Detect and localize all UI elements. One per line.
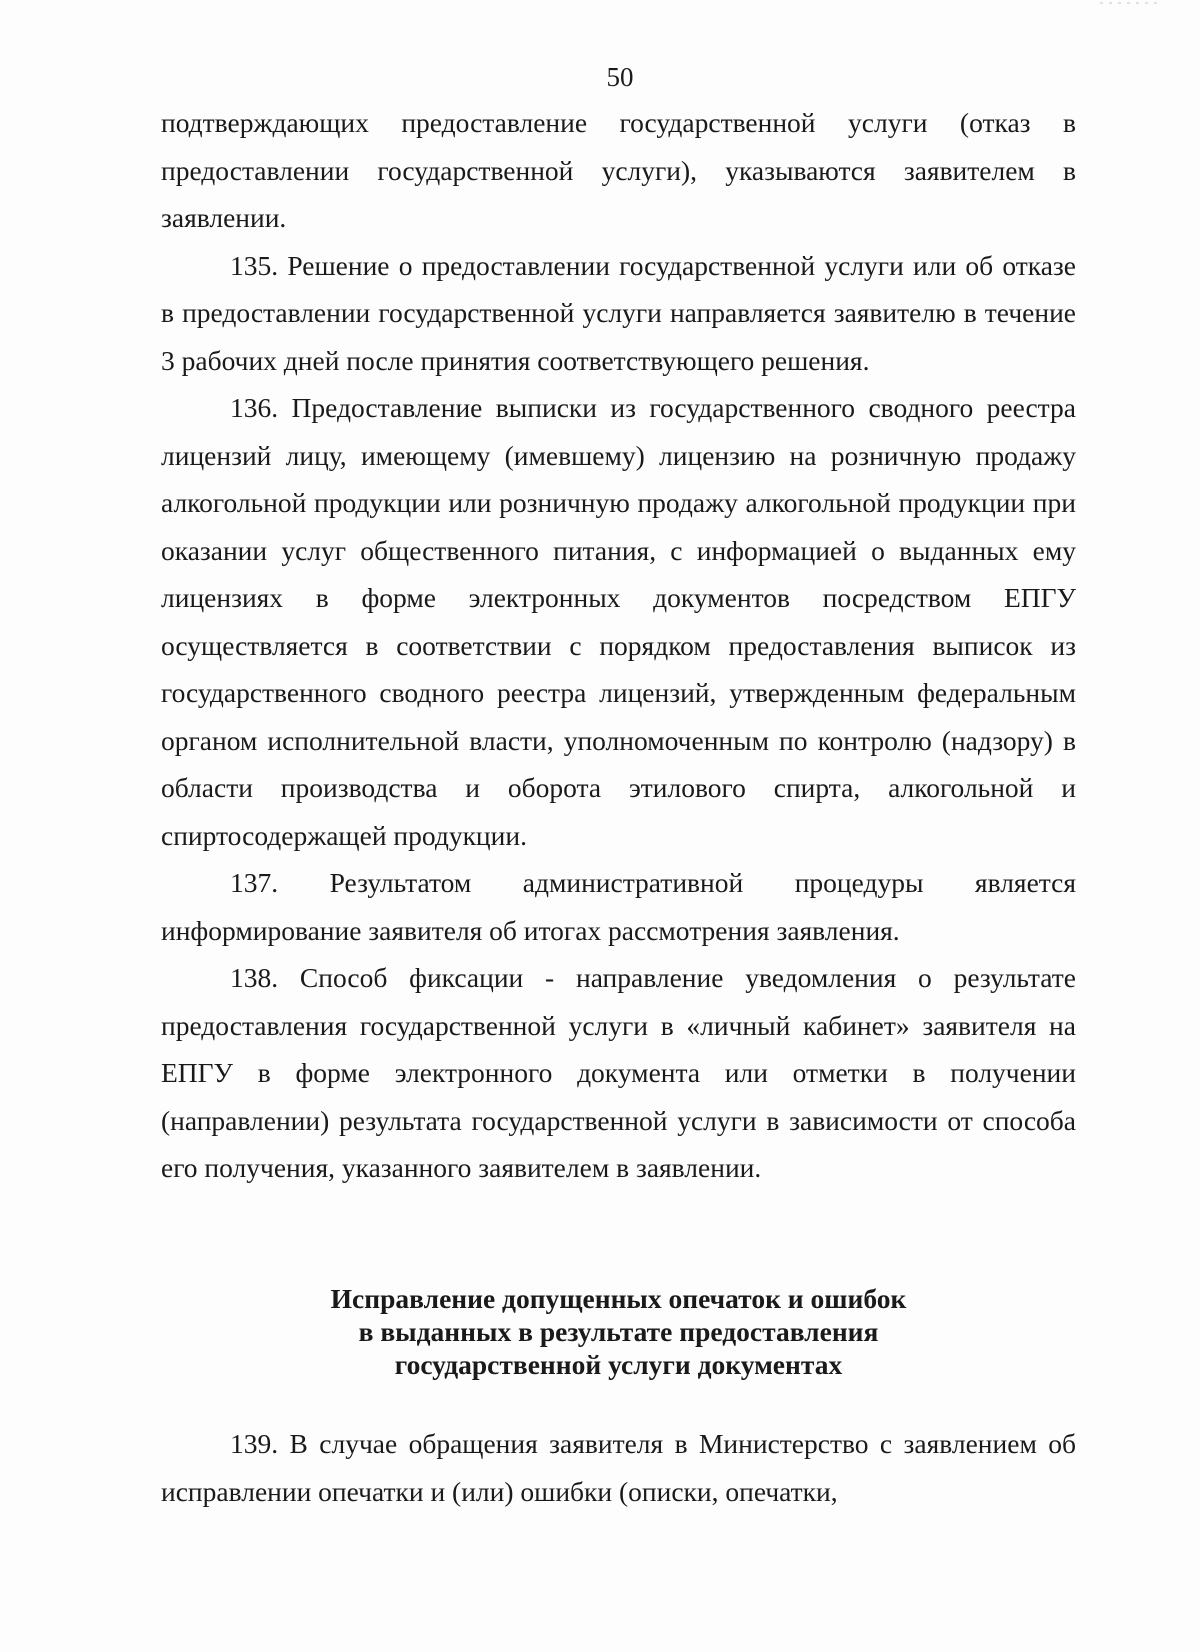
paragraph-136: 136. Предоставление выписки из государственного сводного реестра лицензий лицу, имеющему (имевшему) лицензию на розничную продажу алкогольной продукции или розничную продажу алкогольной продукции при оказании услуг общественного питания, с информацией о выданных ему лицензиях в форме электронных документов посредством ЕПГУ осуществляется в соответствии с порядком предоставления выписок из государственного сводного реестра лицензий, утвержденным федеральным органом исполнительной власти, уполномоченным по контролю (надзору) в области производства и оборота этилового спирта, алкогольной и спиртосодержащей продукции.: [161, 392, 1076, 851]
paragraph-continued: подтверждающих предоставление государственной услуги (отказ в предоставлении государственной услуги), указываются заявителем в заявлении.: [161, 107, 1076, 233]
body-text-bottom: [161, 1420, 1076, 1515]
paragraph-139: 139. В случае обращения заявителя в Министерство с заявлением об исправлении опечатки и (или) ошибки (описки, опечатки,: [161, 1428, 1076, 1507]
paragraph-137: 137. Результатом административной процедуры является информирование заявителя об итогах рассмотрения заявления.: [161, 867, 1076, 946]
section-heading-line-1: Исправление допущенных опечаток и ошибок: [330, 1283, 907, 1314]
scan-artifact: [1100, 2, 1160, 4]
paragraph-135: 135. Решение о предоставлении государственной услуги или об отказе в предоставлении государственной услуги направляется заявителю в течение 3 рабочих дней после принятия соответствующего решения.: [161, 249, 1076, 376]
section-heading-line-3: государственной услуги документах: [394, 1349, 843, 1380]
paragraph-138: 138. Способ фиксации - направление уведомления о результате предоставления государственной услуги в «личный кабинет» заявителя на ЕПГУ в форме электронного документа или отметки в получении (направлении) результата государственной услуги в зависимости от способа его получения, указанного заявителем в заявлении.: [161, 962, 1076, 1183]
body-text-top: [161, 99, 1076, 1192]
page-number: 50: [606, 62, 634, 92]
section-heading: [161, 1282, 1076, 1381]
section-heading-line-2: в выданных в результате предоставления: [358, 1316, 879, 1347]
